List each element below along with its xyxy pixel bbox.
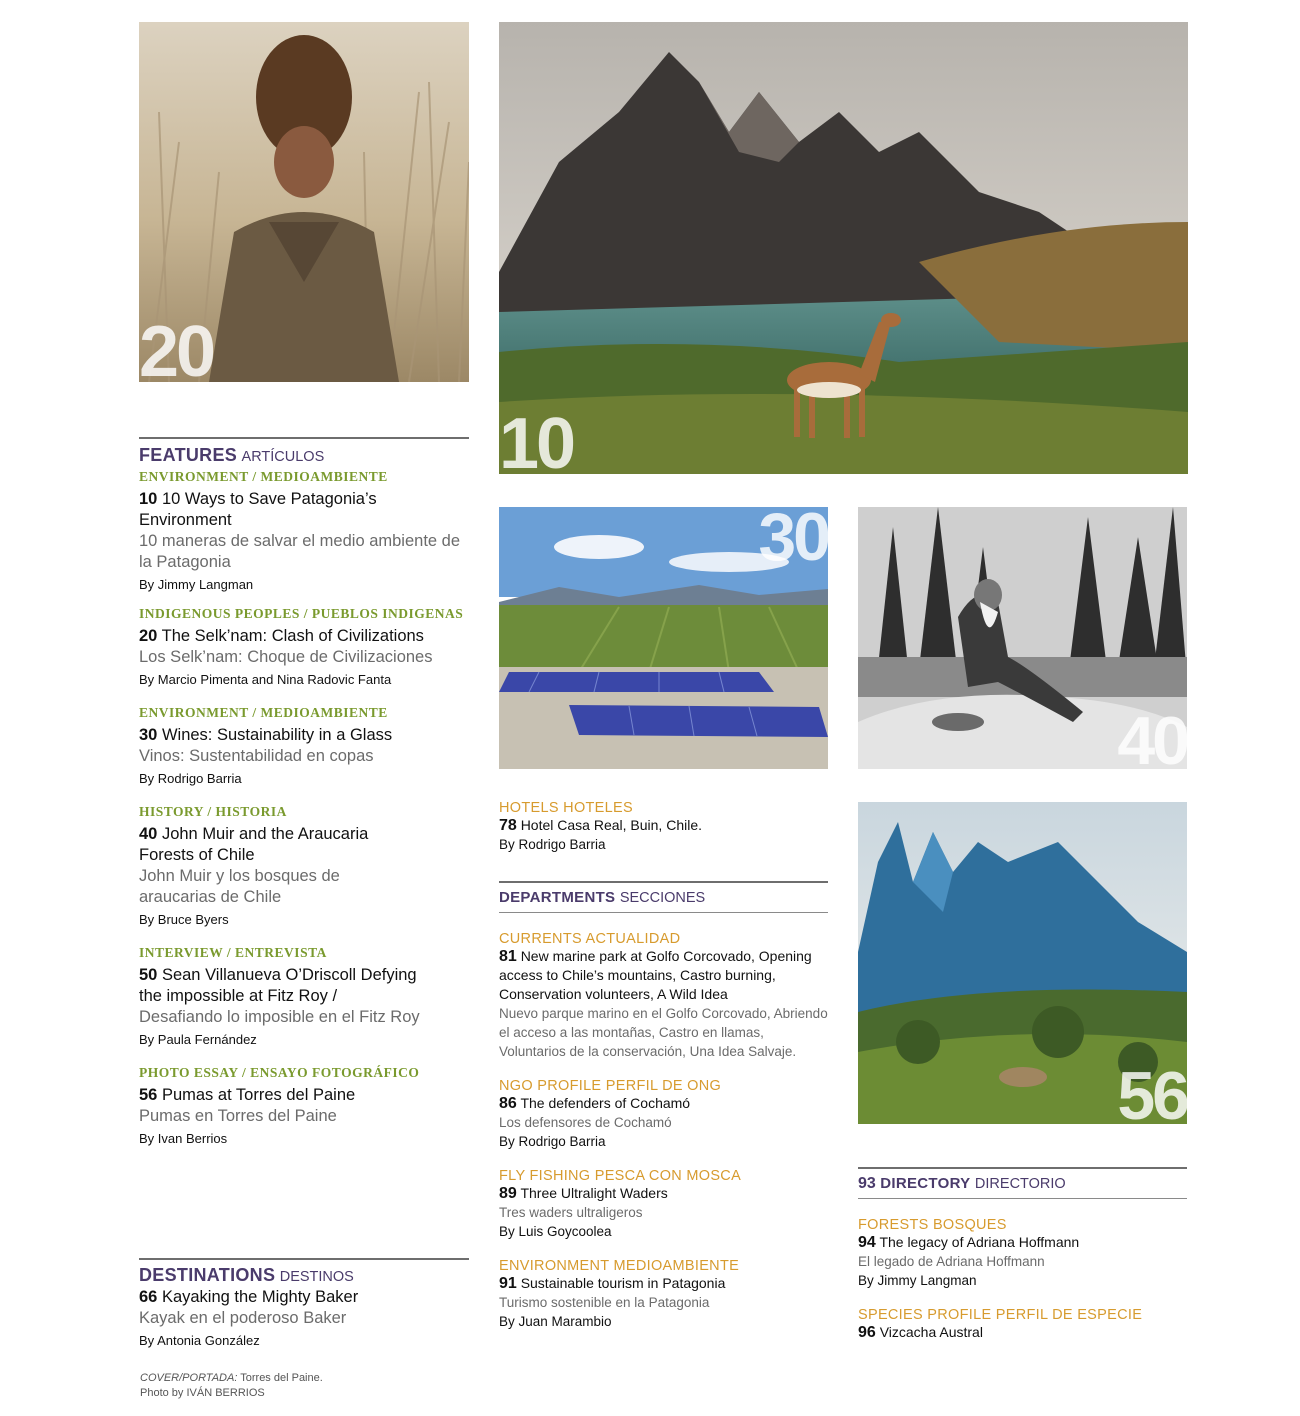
feature-article[interactable] [139, 945, 469, 1047]
department-byline: By Juan Marambio [499, 1314, 612, 1329]
feature-byline: By Marcio Pimenta and Nina Radovic Fanta [139, 672, 392, 687]
directory-item-page: 94 [858, 1234, 876, 1251]
directory-item[interactable] [858, 1217, 1187, 1290]
department-title-es: Turismo sostenible en la Patagonia [499, 1295, 710, 1310]
destination-title[interactable]: 66 Kayaking the Mighty Baker [139, 1288, 359, 1306]
hotels-title[interactable]: 78 Hotel Casa Real, Buin, Chile. [499, 817, 702, 834]
feature-title-es: Pumas en Torres del Paine [139, 1107, 337, 1125]
directory-section [858, 1167, 1187, 1342]
department-item[interactable] [499, 931, 828, 1061]
feature-category: HISTORY / HISTORIA [139, 804, 287, 819]
feature-page: 20 [139, 627, 158, 645]
feature-page: 10 [139, 490, 158, 508]
destinations-heading-es: DESTINOS [279, 1269, 354, 1285]
features-column [139, 437, 469, 1146]
directory-title[interactable]: 94 The legacy of Adriana Hoffmann [858, 1234, 1080, 1251]
destination-article[interactable] [139, 1287, 469, 1348]
feature-category: ENVIRONMENT / MEDIOAMBIENTE [139, 469, 388, 484]
torres-guanaco-illustration [499, 22, 1188, 474]
directory-title-es: El legado de Adriana Hoffmann [858, 1254, 1045, 1269]
feature-category: PHOTO ESSAY / ENSAYO FOTOGRÁFICO [139, 1065, 420, 1080]
feature-title-es: Los Selk’nam: Choque de Civilizaciones [139, 648, 433, 666]
feature-title-es: John Muir y los bosques de araucarias de Chile [139, 867, 340, 906]
feature-title-es: Vinos: Sustentabilidad en copas [139, 747, 374, 765]
directory-heading-en: DIRECTORY [880, 1175, 971, 1192]
department-title-es: Los defensores de Cochamó [499, 1115, 672, 1130]
departments-heading [499, 881, 828, 913]
department-page: 86 [499, 1095, 517, 1112]
page-number-40: 40 [1117, 703, 1187, 769]
department-title-es: Nuevo parque marino en el Golfo Corcovado, Abriendo el acceso a las montañas, Castro en llamas, Voluntarios de la conservación, Una Idea Salvaje. [499, 1006, 828, 1059]
department-title[interactable]: 81 New marine park at Golfo Corcovado, Opening access to Chile’s mountains, Castro burning, Conservation volunteers, A Wild Idea [499, 948, 812, 1002]
directory-title[interactable]: 96 Vizcacha Austral [858, 1324, 983, 1341]
cover-credit: Photo by IVÁN BERRIOS [140, 1387, 265, 1399]
cover-caption [140, 1371, 323, 1401]
feature-page: 50 [139, 966, 158, 984]
page-number-10: 10 [499, 404, 574, 474]
feature-title[interactable]: 20 The Selk’nam: Clash of Civilizations [139, 627, 424, 645]
feature-category: INTERVIEW / ENTREVISTA [139, 945, 327, 960]
page-number-20: 20 [139, 312, 214, 382]
department-title[interactable]: 91 Sustainable tourism in Patagonia [499, 1275, 726, 1292]
feature-title[interactable]: 10 10 Ways to Save Patagonia’s Environment [139, 490, 377, 529]
feature-title[interactable]: 40 John Muir and the Araucaria Forests of Chile [139, 825, 369, 864]
destinations-heading [139, 1258, 469, 1286]
department-category: NGO PROFILE PERFIL DE ONG [499, 1078, 722, 1094]
destination-byline: By Antonia González [139, 1333, 260, 1348]
features-heading-es: ARTÍCULOS [241, 449, 325, 465]
department-item[interactable] [499, 1078, 828, 1151]
feature-article[interactable] [139, 1065, 469, 1146]
hotels-section[interactable] [499, 786, 828, 854]
destination-title-es: Kayak en el poderoso Baker [139, 1309, 347, 1327]
feature-byline: By Paula Fernández [139, 1032, 257, 1047]
feature-title-es: 10 maneras de salvar el medio ambiente de la Patagonia [139, 532, 461, 571]
department-title[interactable]: 86 The defenders of Cochamó [499, 1095, 691, 1112]
department-page: 89 [499, 1185, 517, 1202]
photo-pumas-paine [858, 802, 1187, 1124]
department-category: ENVIRONMENT MEDIOAMBIENTE [499, 1258, 740, 1274]
feature-category: INDIGENOUS PEOPLES / PUEBLOS INDIGENAS [139, 606, 464, 621]
features-heading [139, 437, 469, 466]
photo-vineyard-solar [499, 507, 828, 769]
directory-heading[interactable] [858, 1167, 1187, 1199]
directory-category: SPECIES PROFILE PERFIL DE ESPECIE [858, 1307, 1143, 1323]
feature-title[interactable]: 56 Pumas at Torres del Paine [139, 1086, 356, 1104]
destinations-section [139, 1258, 469, 1348]
feature-page: 30 [139, 726, 158, 744]
departments-heading-es: SECCIONES [619, 890, 706, 906]
feature-title[interactable]: 50 Sean Villanueva O’Driscoll Defying the impossible at Fitz Roy / [139, 966, 417, 1005]
department-page: 91 [499, 1275, 517, 1292]
directory-heading-es: DIRECTORIO [974, 1176, 1066, 1192]
department-item[interactable] [499, 1168, 828, 1241]
feature-article[interactable] [139, 469, 469, 592]
feature-byline: By Bruce Byers [139, 912, 229, 927]
directory-page: 93 [858, 1175, 876, 1192]
feature-title[interactable]: 30 Wines: Sustainability in a Glass [139, 726, 393, 744]
department-page: 81 [499, 948, 517, 965]
destination-page: 66 [139, 1288, 158, 1306]
feature-byline: By Rodrigo Barria [139, 771, 242, 786]
feature-page: 40 [139, 825, 158, 843]
feature-title-es: Desafiando lo imposible en el Fitz Roy [139, 1008, 420, 1026]
page-number-30: 30 [758, 507, 828, 575]
feature-article[interactable] [139, 804, 469, 927]
hotels-byline: By Rodrigo Barria [499, 837, 606, 852]
feature-byline: By Jimmy Langman [139, 577, 254, 592]
feature-article[interactable] [139, 606, 469, 687]
feature-byline: By Ivan Berrios [139, 1131, 228, 1146]
directory-item-page: 96 [858, 1324, 876, 1341]
departments-heading-en: DEPARTMENTS [499, 889, 616, 906]
department-item[interactable] [499, 1258, 828, 1331]
department-category: FLY FISHING PESCA CON MOSCA [499, 1168, 742, 1184]
hotels-page: 78 [499, 817, 517, 834]
photo-torres-guanaco [499, 22, 1188, 474]
cover-label: COVER/PORTADA: [140, 1372, 238, 1384]
cover-text: Torres del Paine. [240, 1372, 323, 1384]
feature-category: ENVIRONMENT / MEDIOAMBIENTE [139, 705, 388, 720]
feature-page: 56 [139, 1086, 158, 1104]
hotels-category: HOTELS HOTELES [499, 800, 633, 816]
department-title[interactable]: 89 Three Ultralight Waders [499, 1185, 668, 1202]
department-byline: By Rodrigo Barria [499, 1134, 606, 1149]
feature-article[interactable] [139, 705, 469, 786]
directory-byline: By Jimmy Langman [858, 1273, 977, 1288]
directory-category: FORESTS BOSQUES [858, 1217, 1007, 1233]
directory-item[interactable] [858, 1307, 1187, 1342]
departments-section [499, 881, 828, 1331]
photo-selknam-man [139, 22, 469, 382]
page-number-56: 56 [1117, 1058, 1187, 1124]
department-byline: By Luis Goycoolea [499, 1224, 612, 1239]
photo-john-muir [858, 507, 1187, 769]
destinations-heading-en: DESTINATIONS [139, 1265, 276, 1285]
features-heading-en: FEATURES [139, 445, 238, 465]
department-title-es: Tres waders ultraligeros [499, 1205, 643, 1220]
department-category: CURRENTS ACTUALIDAD [499, 931, 681, 947]
